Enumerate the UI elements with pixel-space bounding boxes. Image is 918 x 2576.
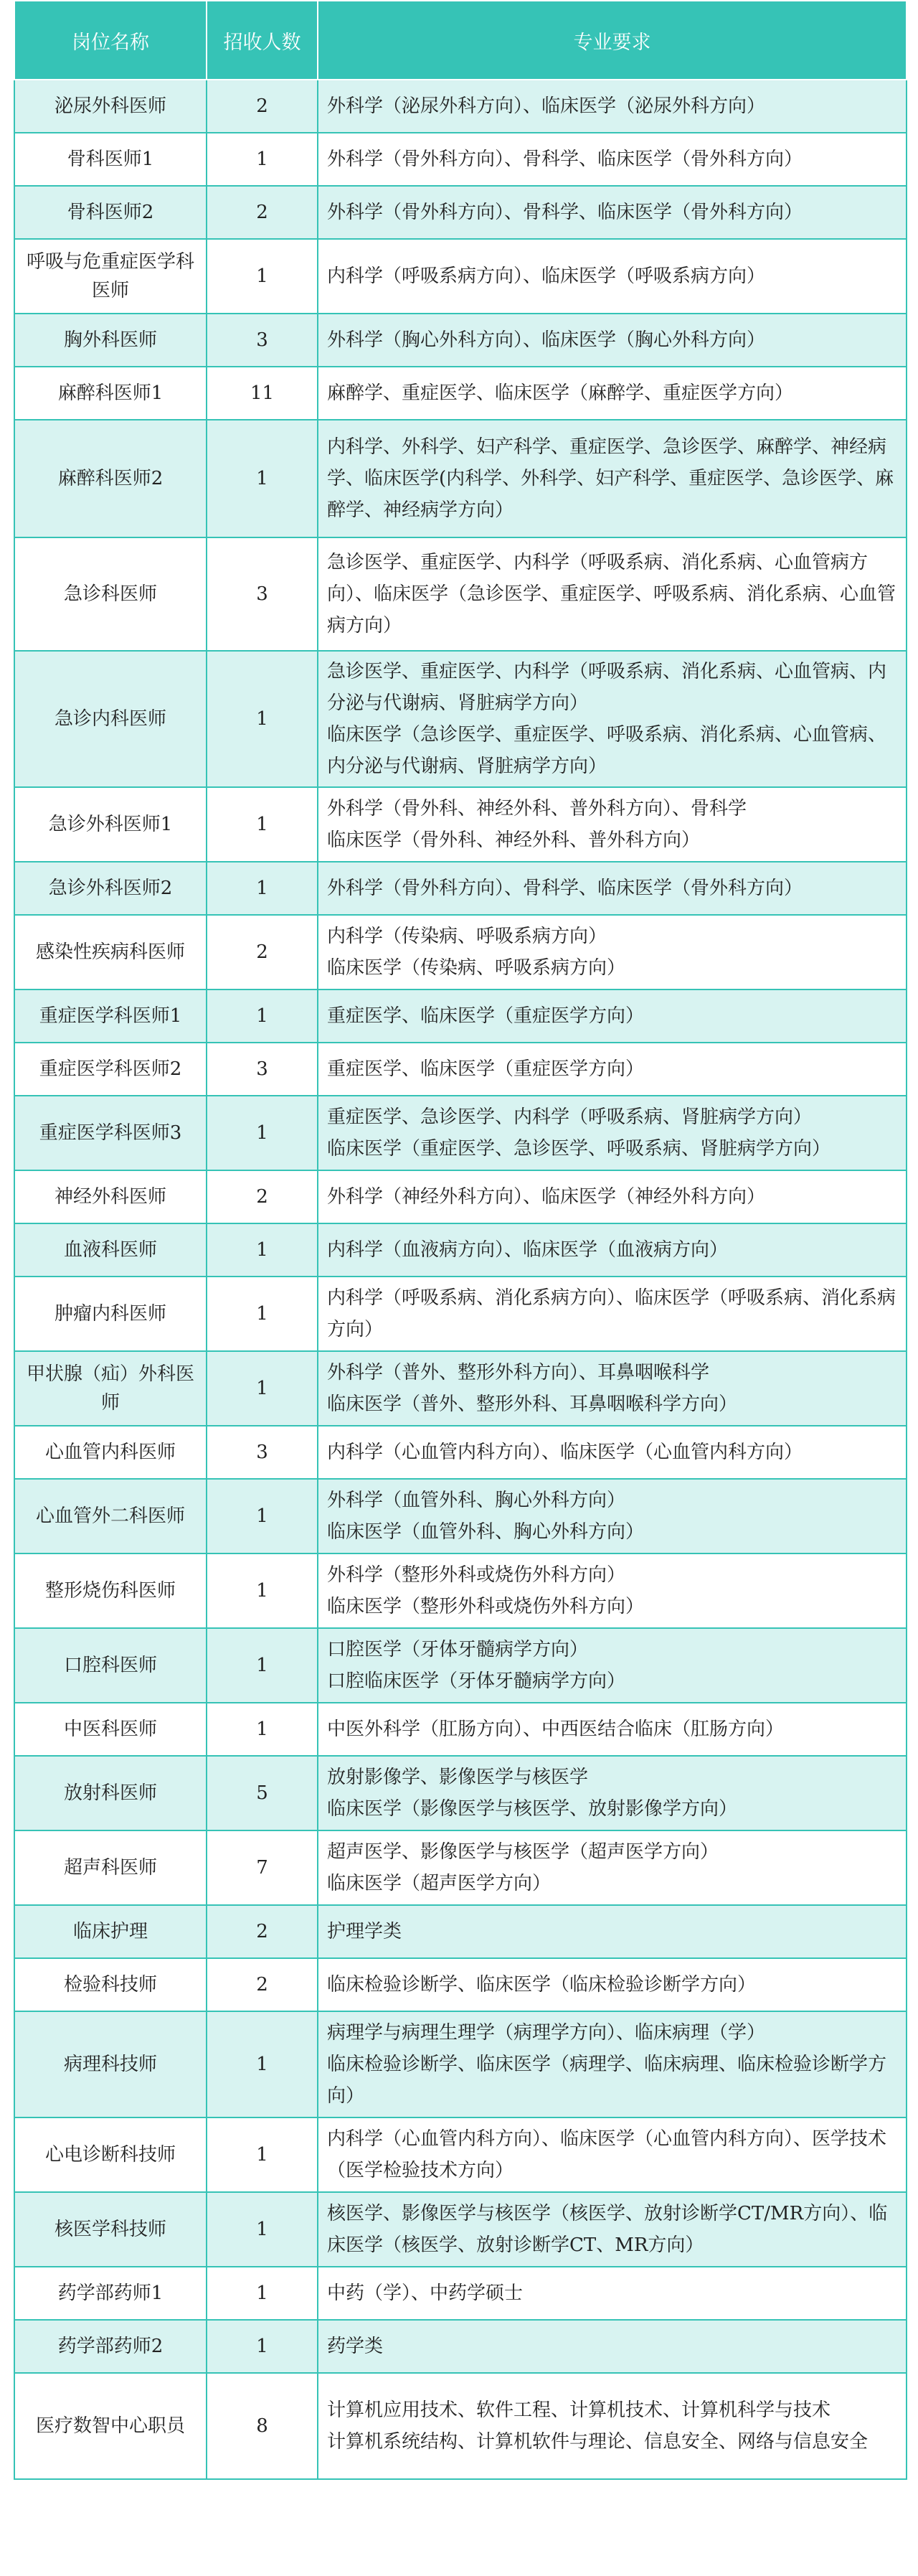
requirement-line: 临床医学（急诊医学、重症医学、呼吸系病、消化系病、心血管病、内分泌与代谢病、肾脏病学方向） [327, 724, 887, 777]
position-name-cell: 骨科医师1 [14, 133, 207, 186]
headcount-cell: 1 [207, 2011, 318, 2117]
headcount-cell: 1 [207, 1223, 318, 1277]
requirements-cell [318, 1756, 907, 1830]
headcount-cell: 1 [207, 2117, 318, 2192]
headcount-cell: 2 [207, 1170, 318, 1223]
position-name-cell: 病理科技师 [14, 2011, 207, 2117]
requirements-cell [318, 1958, 907, 2011]
position-name-cell: 感染性疾病科医师 [14, 915, 207, 989]
requirement-line: 内科学（传染病、呼吸系病方向） [327, 926, 607, 947]
table-row [14, 2267, 907, 2320]
position-name-cell: 中医科医师 [14, 1703, 207, 1756]
table-row [14, 2373, 907, 2479]
requirement-line: 临床医学（血管外科、胸心外科方向） [327, 1521, 645, 1543]
position-name-cell: 重症医学科医师1 [14, 989, 207, 1043]
requirement-line: 内科学（呼吸系病、消化系病方向）、临床医学（呼吸系病、消化系病方向） [327, 1287, 896, 1340]
requirements-cell [318, 1830, 907, 1905]
requirements-cell [318, 787, 907, 862]
headcount-cell: 1 [207, 1703, 318, 1756]
requirement-line: 中药（学）、中药学硕士 [327, 2283, 524, 2304]
position-name-cell: 胸外科医师 [14, 314, 207, 367]
requirements-cell [318, 239, 907, 314]
table-row [14, 2117, 907, 2192]
requirement-line: 内科学（心血管内科方向）、临床医学（心血管内科方向）、医学技术（医学检验技术方向） [327, 2128, 887, 2181]
position-name-cell: 重症医学科医师2 [14, 1043, 207, 1096]
requirements-cell [318, 537, 907, 651]
headcount-cell: 1 [207, 239, 318, 314]
requirements-cell [318, 133, 907, 186]
requirement-line: 外科学（整形外科或烧伤外科方向） [327, 1564, 626, 1586]
requirement-line: 临床检验诊断学、临床医学（临床检验诊断学方向） [327, 1974, 757, 1996]
recruitment-table-container [14, 0, 906, 2480]
requirement-line: 内科学、外科学、妇产科学、重症医学、急诊医学、麻醉学、神经病学、临床医学(内科学、外科学、妇产科学、重症医学、急诊医学、麻醉学、神经病学方向） [327, 436, 894, 521]
requirement-line: 护理学类 [327, 1921, 402, 1942]
headcount-cell: 1 [207, 2267, 318, 2320]
requirement-line: 外科学（骨外科、神经外科、普外科方向）、骨科学 [327, 798, 747, 819]
table-header-row [14, 1, 907, 80]
requirements-cell [318, 2011, 907, 2117]
headcount-cell: 11 [207, 367, 318, 420]
requirements-cell [318, 314, 907, 367]
requirements-cell [318, 1426, 907, 1479]
requirement-line: 临床医学（整形外科或烧伤外科方向） [327, 1596, 645, 1617]
headcount-cell: 1 [207, 1628, 318, 1703]
headcount-cell: 2 [207, 186, 318, 239]
position-name-cell: 心电诊断科技师 [14, 2117, 207, 2192]
position-name-cell: 心血管外二科医师 [14, 1479, 207, 1553]
requirement-line: 计算机系统结构、计算机软件与理论、信息安全、网络与信息安全 [327, 2431, 869, 2453]
position-name-cell: 检验科技师 [14, 1958, 207, 2011]
headcount-cell: 3 [207, 1043, 318, 1096]
position-name-cell: 麻醉科医师2 [14, 420, 207, 537]
position-name-cell: 药学部药师1 [14, 2267, 207, 2320]
headcount-cell: 3 [207, 314, 318, 367]
headcount-cell: 1 [207, 2192, 318, 2267]
headcount-cell: 5 [207, 1756, 318, 1830]
table-row [14, 1351, 907, 1426]
requirements-cell [318, 186, 907, 239]
table-row [14, 1170, 907, 1223]
position-name-cell: 肿瘤内科医师 [14, 1277, 207, 1351]
headcount-cell: 2 [207, 915, 318, 989]
requirement-line: 临床医学（骨外科、神经外科、普外科方向） [327, 829, 701, 851]
table-row [14, 1043, 907, 1096]
position-name-cell: 整形烧伤科医师 [14, 1553, 207, 1628]
requirements-cell [318, 1223, 907, 1277]
headcount-cell: 1 [207, 651, 318, 787]
requirement-line: 临床医学（超声医学方向） [327, 1873, 552, 1894]
table-row [14, 787, 907, 862]
table-row [14, 862, 907, 915]
table-row [14, 1703, 907, 1756]
requirement-line: 口腔医学（牙体牙髓病学方向） [327, 1639, 589, 1660]
table-row [14, 1553, 907, 1628]
requirements-cell [318, 1553, 907, 1628]
position-name-cell: 急诊内科医师 [14, 651, 207, 787]
table-row [14, 133, 907, 186]
headcount-cell: 1 [207, 989, 318, 1043]
requirements-cell [318, 367, 907, 420]
position-name-cell: 超声科医师 [14, 1830, 207, 1905]
requirement-line: 外科学（胸心外科方向）、临床医学（胸心外科方向） [327, 329, 766, 351]
position-name-cell: 心血管内科医师 [14, 1426, 207, 1479]
requirements-cell [318, 2192, 907, 2267]
position-name-cell: 急诊科医师 [14, 537, 207, 651]
headcount-cell: 1 [207, 1351, 318, 1426]
requirement-line: 放射影像学、影像医学与核医学 [327, 1767, 589, 1788]
recruitment-table [14, 0, 907, 2480]
position-name-cell: 核医学科技师 [14, 2192, 207, 2267]
headcount-cell: 1 [207, 1096, 318, 1170]
requirements-cell [318, 2373, 907, 2479]
table-row [14, 367, 907, 420]
requirement-line: 超声医学、影像医学与核医学（超声医学方向） [327, 1841, 719, 1863]
table-row [14, 1096, 907, 1170]
requirements-cell [318, 1043, 907, 1096]
requirements-cell [318, 651, 907, 787]
headcount-cell: 1 [207, 1277, 318, 1351]
requirements-cell [318, 2267, 907, 2320]
position-name-cell: 麻醉科医师1 [14, 367, 207, 420]
requirement-line: 外科学（普外、整形外科方向）、耳鼻咽喉科学 [327, 1362, 710, 1383]
requirement-line: 临床医学（影像医学与核医学、放射影像学方向） [327, 1798, 738, 1820]
table-row [14, 651, 907, 787]
position-name-cell: 医疗数智中心职员 [14, 2373, 207, 2479]
requirements-cell [318, 1096, 907, 1170]
table-row [14, 1277, 907, 1351]
requirement-line: 药学类 [327, 2336, 384, 2357]
requirement-line: 外科学（神经外科方向）、临床医学（神经外科方向） [327, 1186, 766, 1208]
headcount-cell: 1 [207, 420, 318, 537]
position-name-cell: 重症医学科医师3 [14, 1096, 207, 1170]
table-body [14, 80, 907, 2479]
table-row [14, 2320, 907, 2373]
requirement-line: 计算机应用技术、软件工程、计算机技术、计算机科学与技术 [327, 2399, 831, 2421]
requirements-cell [318, 2117, 907, 2192]
position-name-cell: 呼吸与危重症医学科医师 [14, 239, 207, 314]
position-name-cell: 口腔科医师 [14, 1628, 207, 1703]
position-name-cell: 血液科医师 [14, 1223, 207, 1277]
requirement-line: 外科学（骨外科方向）、骨科学、临床医学（骨外科方向） [327, 149, 803, 170]
position-name-cell: 急诊外科医师2 [14, 862, 207, 915]
position-name-cell: 神经外科医师 [14, 1170, 207, 1223]
position-name-cell: 甲状腺（疝）外科医师 [14, 1351, 207, 1426]
requirement-line: 内科学（血液病方向）、临床医学（血液病方向） [327, 1239, 729, 1261]
header-headcount: 招收人数 [207, 1, 318, 80]
headcount-cell: 1 [207, 1479, 318, 1553]
requirement-line: 临床检验诊断学、临床医学（病理学、临床病理、临床检验诊断学方向） [327, 2054, 887, 2107]
headcount-cell: 1 [207, 1553, 318, 1628]
requirement-line: 麻醉学、重症医学、临床医学（麻醉学、重症医学方向） [327, 382, 794, 404]
table-row [14, 1830, 907, 1905]
position-name-cell: 临床护理 [14, 1905, 207, 1958]
requirement-line: 口腔临床医学（牙体牙髓病学方向） [327, 1670, 626, 1692]
requirement-line: 急诊医学、重症医学、内科学（呼吸系病、消化系病、心血管病、内分泌与代谢病、肾脏病学方向） [327, 661, 887, 714]
header-position-name: 岗位名称 [14, 1, 207, 80]
requirement-line: 外科学（血管外科、胸心外科方向） [327, 1490, 626, 1511]
table-row [14, 1905, 907, 1958]
requirement-line: 病理学与病理生理学（病理学方向）、临床病理（学） [327, 2022, 766, 2044]
requirement-line: 急诊医学、重症医学、内科学（呼吸系病、消化系病、心血管病方向）、临床医学（急诊医学、重症医学、呼吸系病、消化系病、心血管病方向） [327, 552, 896, 636]
requirement-line: 内科学（心血管内科方向）、临床医学（心血管内科方向） [327, 1442, 803, 1463]
table-row [14, 1479, 907, 1553]
requirements-cell [318, 1628, 907, 1703]
headcount-cell: 1 [207, 787, 318, 862]
table-row [14, 915, 907, 989]
table-row [14, 80, 907, 133]
table-row [14, 1628, 907, 1703]
requirements-cell [318, 1905, 907, 1958]
requirements-cell [318, 1277, 907, 1351]
table-row [14, 1756, 907, 1830]
requirement-line: 重症医学、临床医学（重症医学方向） [327, 1005, 645, 1027]
table-row [14, 1958, 907, 2011]
requirement-line: 临床医学（传染病、呼吸系病方向） [327, 957, 626, 979]
requirement-line: 核医学、影像医学与核医学（核医学、放射诊断学CT/MR方向）、临床医学（核医学、放射诊断学CT、MR方向） [327, 2203, 888, 2256]
requirement-line: 中医外科学（肛肠方向）、中西医结合临床（肛肠方向） [327, 1719, 785, 1740]
position-name-cell: 骨科医师2 [14, 186, 207, 239]
requirement-line: 重症医学、急诊医学、内科学（呼吸系病、肾脏病学方向） [327, 1106, 813, 1128]
table-row [14, 1426, 907, 1479]
headcount-cell: 3 [207, 1426, 318, 1479]
table-row [14, 420, 907, 537]
requirement-line: 临床医学（重症医学、急诊医学、呼吸系病、肾脏病学方向） [327, 1138, 831, 1160]
requirements-cell [318, 915, 907, 989]
table-row [14, 314, 907, 367]
requirements-cell [318, 80, 907, 133]
headcount-cell: 2 [207, 1905, 318, 1958]
headcount-cell: 1 [207, 133, 318, 186]
headcount-cell: 2 [207, 80, 318, 133]
table-row [14, 186, 907, 239]
requirement-line: 重症医学、临床医学（重症医学方向） [327, 1058, 645, 1080]
headcount-cell: 7 [207, 1830, 318, 1905]
header-requirements: 专业要求 [318, 1, 907, 80]
table-row [14, 2011, 907, 2117]
headcount-cell: 1 [207, 2320, 318, 2373]
position-name-cell: 药学部药师2 [14, 2320, 207, 2373]
requirement-line: 外科学（泌尿外科方向）、临床医学（泌尿外科方向） [327, 95, 766, 117]
requirements-cell [318, 989, 907, 1043]
position-name-cell: 放射科医师 [14, 1756, 207, 1830]
requirements-cell [318, 862, 907, 915]
requirements-cell [318, 1703, 907, 1756]
requirement-line: 内科学（呼吸系病方向）、临床医学（呼吸系病方向） [327, 265, 766, 287]
headcount-cell: 1 [207, 862, 318, 915]
headcount-cell: 3 [207, 537, 318, 651]
headcount-cell: 8 [207, 2373, 318, 2479]
requirements-cell [318, 1351, 907, 1426]
requirement-line: 外科学（骨外科方向）、骨科学、临床医学（骨外科方向） [327, 202, 803, 223]
table-row [14, 239, 907, 314]
table-row [14, 537, 907, 651]
requirements-cell [318, 420, 907, 537]
table-row [14, 1223, 907, 1277]
requirements-cell [318, 1479, 907, 1553]
table-row [14, 989, 907, 1043]
position-name-cell: 急诊外科医师1 [14, 787, 207, 862]
table-row [14, 2192, 907, 2267]
headcount-cell: 2 [207, 1958, 318, 2011]
requirements-cell [318, 2320, 907, 2373]
position-name-cell: 泌尿外科医师 [14, 80, 207, 133]
requirement-line: 外科学（骨外科方向）、骨科学、临床医学（骨外科方向） [327, 878, 803, 899]
requirement-line: 临床医学（普外、整形外科、耳鼻咽喉科学方向） [327, 1393, 738, 1415]
requirements-cell [318, 1170, 907, 1223]
